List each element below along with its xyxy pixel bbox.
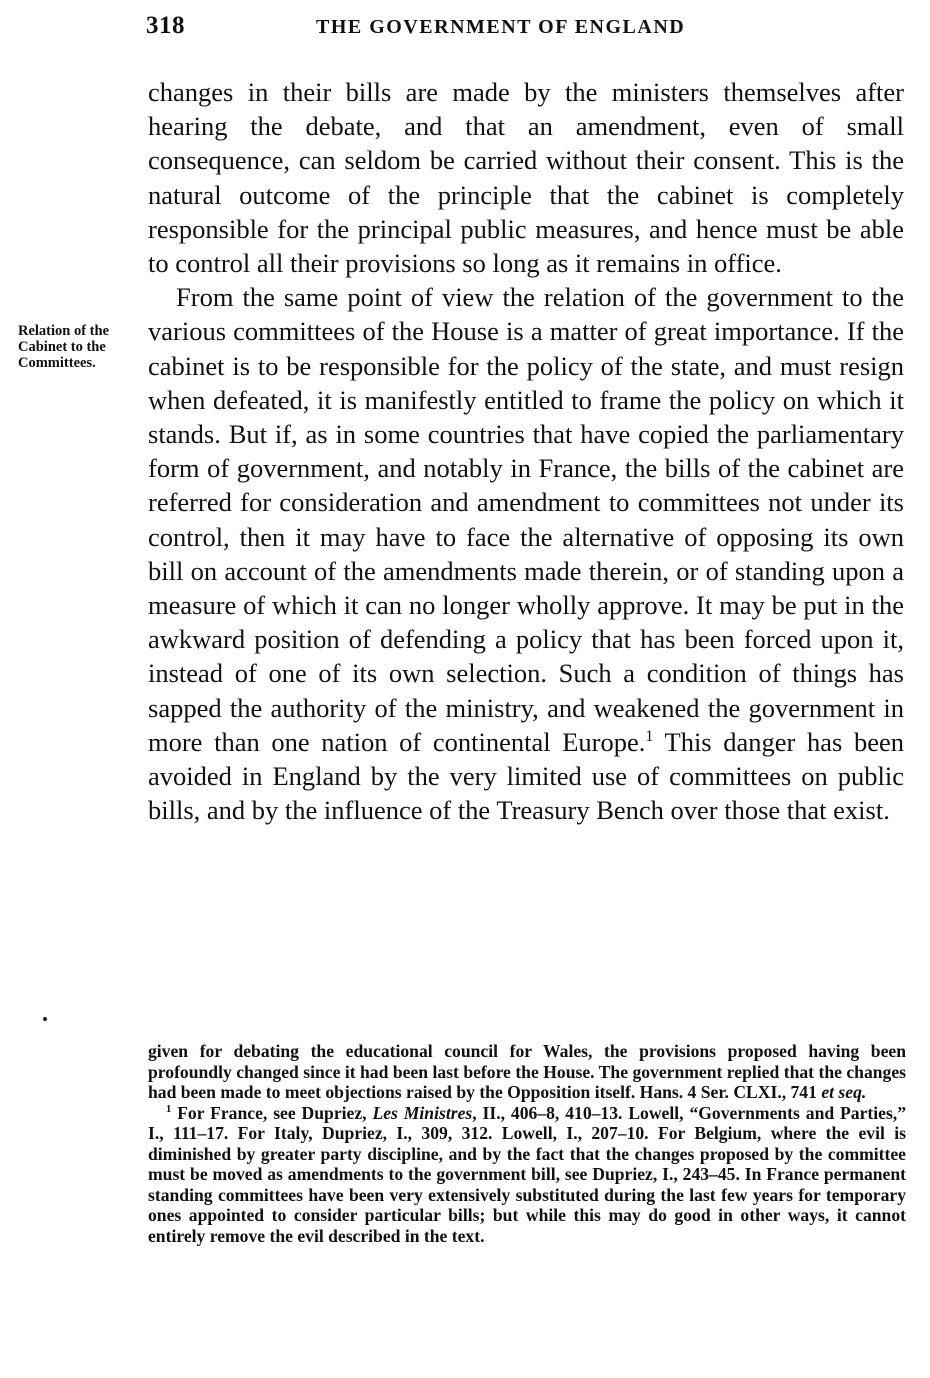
footnote-continued-italic: et seq. — [821, 1082, 867, 1102]
footnote-1-marker: 1 — [166, 1103, 172, 1115]
footnote-1-text-b: , II., 406–8, 410–13. Lowell, “Governments and Parties,” I., 111–17. For Italy, Dupriez, I., 309, 312. Lowell, I., 207–10. For Belgium, where the evil is diminished by greater party discipline, and by the fact that the changes proposed by the committee must be moved as amendments to the government bill, see Dupriez, I., 243–45. In France permanent standing committees have been very extensively substituted during the last few years for temporary ones appointed to consider particular bills; but while this may do good in other ways, it cannot entirely remove the evil described in the text. — [148, 1102, 907, 1246]
footnote-continued — [148, 1041, 906, 1103]
page-number: 318 — [146, 12, 185, 39]
body-text — [148, 75, 904, 827]
footnote-continued-text: given for debating the educational council for Wales, the provisions proposed having been profoundly changed since it had been last before the House. The government replied that the changes had been made to meet objections raised by the Opposition itself. Hans. 4 Ser. CLXI., 741 — [148, 1041, 906, 1102]
footnote-1-italic: Les Ministres — [372, 1102, 473, 1123]
paragraph-2-continued: This danger has been avoided in England by the very limited use of committees on public bills, and by the influence of the Treasury Bench over those that exist. — [148, 726, 904, 826]
running-head: THE GOVERNMENT OF ENGLAND — [316, 16, 686, 38]
paragraph-1: changes in their bills are made by the ministers themselves after hearing the debate, and that an amendment, even of small consequence, can seldom be carried without their consent. This is the natural outcome of the principle that the cabinet is completely responsible for the principal public measures, and hence must be able to control all their provisions so long as it remains in office. — [148, 77, 904, 279]
footnote-1 — [148, 1103, 906, 1247]
stray-mark — [43, 1017, 47, 1021]
footnote-marker: 1 — [645, 728, 654, 746]
paragraph-2-text: From the same point of view the relation of the government to the various committees of the House is a matter of great importance. If the cabinet is to be responsible for the policy of the state, and must resign when defeated, it is manifestly entitled to frame the policy on which it stands. But if, as in some countries that have copied the parliamentary form of government, and notably in France, the bills of the cabinet are referred for consideration and amendment to committees not under its control, then it may have to face the alternative of opposing its own bill on account of the amendments made therein, or of standing upon a measure of which it can no longer wholly approve. It may be put in the awkward position of defending a policy that has been forced upon it, instead of one of its own selection. Such a condition of things has sapped the authority of the ministry, and weakened the government in more than one nation of continental Europe. — [148, 282, 904, 757]
footnotes — [148, 1041, 906, 1246]
paragraph-2 — [148, 280, 904, 827]
margin-note: Relation of the Cabinet to the Committees. — [18, 323, 110, 371]
page-header — [146, 12, 906, 46]
footnote-1-text-a: For France, see Dupriez, — [171, 1102, 373, 1123]
